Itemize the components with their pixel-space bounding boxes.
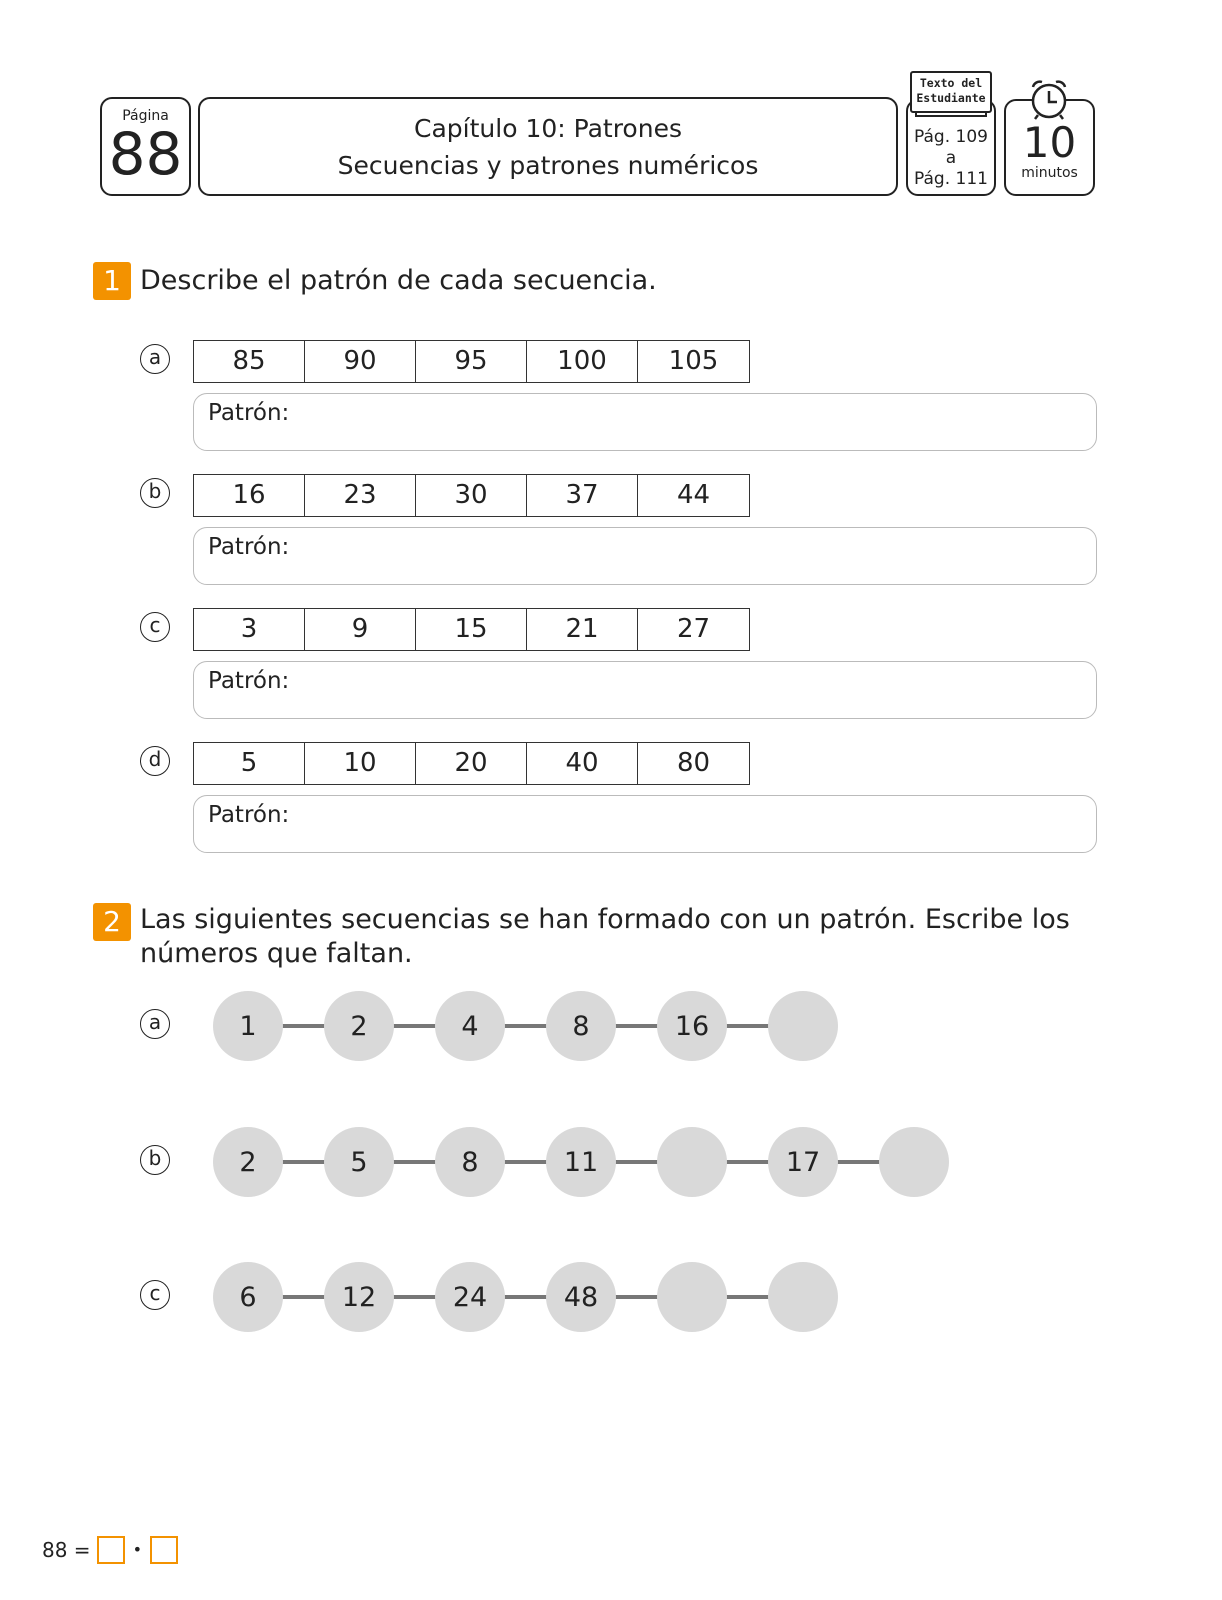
number-node: 16	[657, 991, 727, 1061]
number-node: 4	[435, 991, 505, 1061]
sequence-table-1d	[193, 742, 750, 785]
blank-answer-node[interactable]	[657, 1127, 727, 1197]
pattern-answer-1a[interactable]	[193, 393, 1097, 451]
pages-a: a	[945, 148, 957, 168]
item-letter-2b: b	[140, 1145, 170, 1175]
sequence-cell: 23	[305, 475, 416, 516]
blank-answer-node[interactable]	[768, 991, 838, 1061]
question-2-prompt-line-2: números que faltan.	[140, 938, 413, 969]
item-letter-1b: b	[140, 478, 170, 508]
sequence-table-1b	[193, 474, 750, 517]
sequence-table-1a	[193, 340, 750, 383]
page-label: Página	[122, 108, 169, 124]
number-chain-2b	[213, 1127, 949, 1197]
alarm-clock-icon	[1027, 77, 1071, 121]
sequence-cell: 21	[527, 609, 638, 650]
time-value: 10	[1022, 118, 1077, 167]
page-number: 88	[108, 120, 183, 188]
number-node: 2	[324, 991, 394, 1061]
number-node: 24	[435, 1262, 505, 1332]
sequence-table-1c	[193, 608, 750, 651]
question-2-prompt-line-1: Las siguientes secuencias se han formado con un patrón. Escribe los	[140, 904, 1070, 935]
number-node: 48	[546, 1262, 616, 1332]
item-letter-1c: c	[140, 612, 170, 642]
footer-equation	[42, 1536, 178, 1564]
question-1-prompt: Describe el patrón de cada secuencia.	[140, 265, 657, 296]
number-node: 8	[435, 1127, 505, 1197]
blank-answer-node[interactable]	[879, 1127, 949, 1197]
sequence-cell: 100	[527, 341, 638, 382]
chapter-title-box	[198, 97, 898, 196]
number-node: 1	[213, 991, 283, 1061]
sequence-cell: 30	[416, 475, 527, 516]
question-2-prompt	[140, 903, 1070, 971]
pattern-answer-1c[interactable]	[193, 661, 1097, 719]
sequence-cell: 5	[194, 743, 305, 784]
page-number-box	[100, 97, 191, 196]
item-letter-2a: a	[140, 1009, 170, 1039]
pattern-label: Patrón:	[208, 534, 290, 560]
pages-to: Pág. 111	[914, 169, 988, 189]
number-chain-2c	[213, 1262, 838, 1332]
pattern-answer-1d[interactable]	[193, 795, 1097, 853]
sequence-cell: 44	[676, 480, 711, 510]
sequence-cell: 85	[194, 341, 305, 382]
question-2-number: 2	[93, 903, 131, 941]
number-node: 17	[768, 1127, 838, 1197]
pattern-label: Patrón:	[208, 400, 290, 426]
book-icon	[910, 71, 992, 113]
sequence-cell: 95	[416, 341, 527, 382]
sequence-cell: 16	[194, 475, 305, 516]
number-node: 2	[213, 1127, 283, 1197]
time-label: minutos	[1021, 165, 1078, 181]
sequence-cell: 3	[194, 609, 305, 650]
pattern-label: Patrón:	[208, 802, 290, 828]
number-node: 5	[324, 1127, 394, 1197]
number-node: 11	[546, 1127, 616, 1197]
chapter-subtitle: Secuencias y patrones numéricos	[337, 151, 759, 180]
pattern-answer-1b[interactable]	[193, 527, 1097, 585]
sequence-cell: 90	[305, 341, 416, 382]
sequence-cell: 37	[527, 475, 638, 516]
number-chain-2a	[213, 991, 838, 1061]
sequence-cell: 15	[416, 609, 527, 650]
pages-from: Pág. 109	[914, 127, 988, 147]
sequence-cell: 10	[305, 743, 416, 784]
item-letter-2c: c	[140, 1280, 170, 1310]
sequence-cell: 9	[305, 609, 416, 650]
footer-dot: •	[132, 1540, 143, 1559]
footer-text: 88 =	[42, 1538, 91, 1562]
question-1-number: 1	[93, 262, 131, 300]
footer-answer-box-1[interactable]	[97, 1536, 125, 1564]
item-letter-1d: d	[140, 746, 170, 776]
blank-answer-node[interactable]	[768, 1262, 838, 1332]
sequence-cell: 20	[416, 743, 527, 784]
footer-answer-box-2[interactable]	[150, 1536, 178, 1564]
book-label-1: Texto del	[919, 76, 983, 90]
sequence-cell: 105	[668, 346, 719, 376]
book-label-2: Estudiante	[916, 91, 986, 105]
number-node: 8	[546, 991, 616, 1061]
sequence-cell: 80	[676, 748, 711, 778]
pattern-label: Patrón:	[208, 668, 290, 694]
chapter-title: Capítulo 10: Patrones	[414, 114, 682, 143]
sequence-cell: 27	[676, 614, 711, 644]
blank-answer-node[interactable]	[657, 1262, 727, 1332]
item-letter-1a: a	[140, 344, 170, 374]
number-node: 12	[324, 1262, 394, 1332]
number-node: 6	[213, 1262, 283, 1332]
sequence-cell: 40	[527, 743, 638, 784]
